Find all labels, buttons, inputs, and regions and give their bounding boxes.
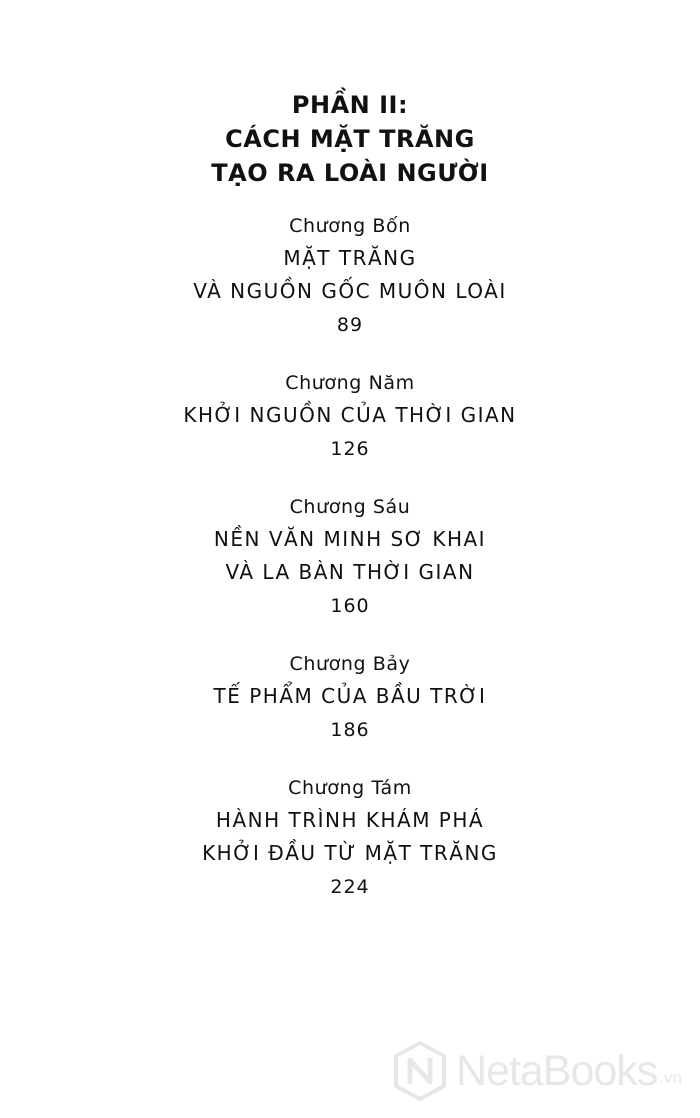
netabooks-logo-icon bbox=[392, 1040, 448, 1102]
chapter-label: Chương Tám bbox=[288, 777, 412, 799]
toc-entry-chapter-6[interactable] bbox=[0, 491, 700, 623]
chapter-title-line: KHỞI NGUỒN CỦA THỜI GIAN bbox=[183, 403, 517, 427]
chapter-title-line: VÀ NGUỒN GỐC MUÔN LOÀI bbox=[193, 279, 507, 303]
chapter-page-number: 126 bbox=[330, 438, 370, 460]
chapter-page-number: 186 bbox=[330, 719, 370, 741]
table-of-contents bbox=[0, 210, 700, 929]
part-heading-line: CÁCH MẶT TRĂNG bbox=[225, 125, 475, 153]
part-heading-line: TẠO RA LOÀI NGƯỜI bbox=[211, 159, 489, 187]
watermark-text: NetaBooks bbox=[455, 1046, 658, 1095]
chapter-title-line: KHỞI ĐẦU TỪ MẶT TRĂNG bbox=[202, 841, 498, 865]
chapter-label: Chương Năm bbox=[285, 372, 415, 394]
chapter-title-line: VÀ LA BÀN THỜI GIAN bbox=[225, 560, 475, 584]
chapter-title-line: MẶT TRĂNG bbox=[283, 246, 417, 270]
toc-entry-chapter-5[interactable] bbox=[0, 367, 700, 466]
toc-entry-chapter-4[interactable] bbox=[0, 210, 700, 342]
chapter-page-number: 160 bbox=[330, 595, 370, 617]
chapter-page-number: 89 bbox=[336, 314, 364, 336]
toc-entry-chapter-8[interactable] bbox=[0, 772, 700, 904]
chapter-title-line: NỀN VĂN MINH SƠ KHAI bbox=[213, 527, 487, 551]
part-heading-line: PHẦN II: bbox=[291, 91, 409, 119]
chapter-label: Chương Bốn bbox=[289, 215, 411, 237]
chapter-label: Chương Sáu bbox=[289, 496, 411, 518]
chapter-title-line: HÀNH TRÌNH KHÁM PHÁ bbox=[215, 808, 485, 832]
watermark-suffix: .vn bbox=[659, 1068, 682, 1087]
netabooks-watermark bbox=[392, 1040, 682, 1102]
chapter-page-number: 224 bbox=[330, 876, 370, 898]
toc-entry-chapter-7[interactable] bbox=[0, 648, 700, 747]
chapter-title-line: TẾ PHẨM CỦA BẦU TRỜI bbox=[213, 684, 487, 708]
part-heading bbox=[0, 88, 700, 190]
chapter-label: Chương Bảy bbox=[289, 653, 411, 675]
